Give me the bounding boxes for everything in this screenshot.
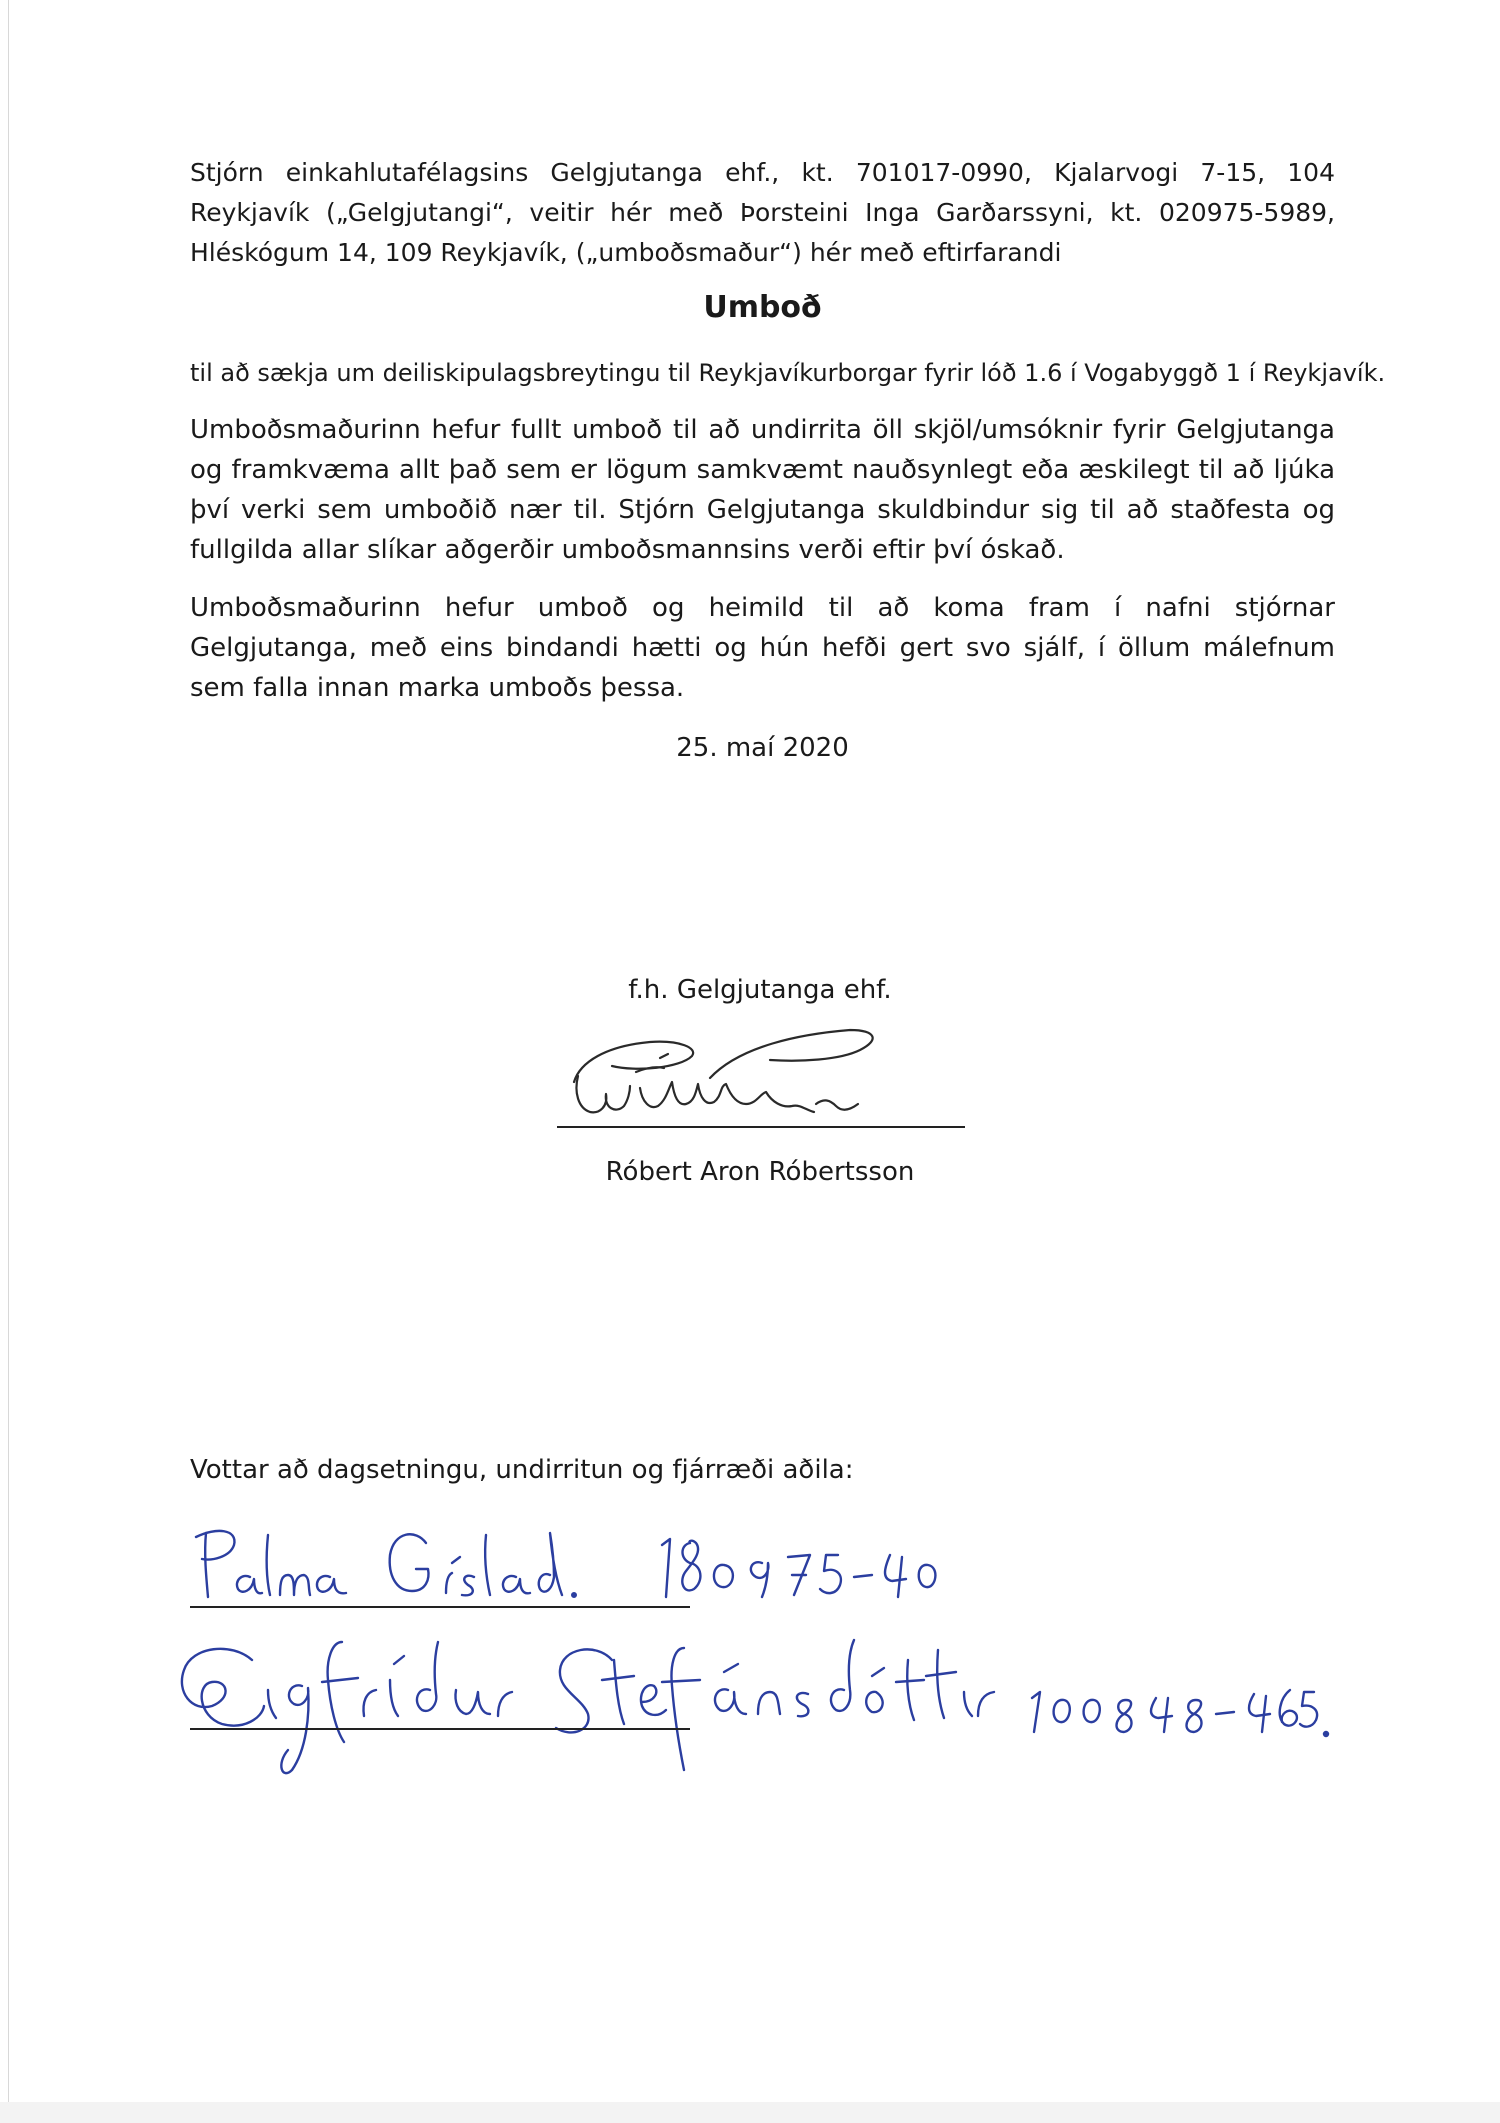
page-edge bbox=[8, 0, 9, 2123]
scan-bottom-edge bbox=[0, 2102, 1500, 2123]
signature-line bbox=[557, 1126, 965, 1128]
on-behalf-label: f.h. Gelgjutanga ehf. bbox=[628, 975, 892, 1005]
purpose-line: til að sækja um deiliskipulagsbreytingu til Reykjavíkurborgar fyrir lóð 1.6 í Vogabyggð 1 í Reykjavík. bbox=[190, 359, 1386, 387]
handwritten-signature-robert bbox=[560, 1010, 890, 1130]
document-title: Umboð bbox=[703, 290, 822, 325]
document-date: 25. maí 2020 bbox=[676, 733, 849, 763]
signer-name: Róbert Aron Róbertsson bbox=[605, 1157, 915, 1187]
witness-line-2 bbox=[190, 1728, 690, 1730]
handwritten-witness-signature-2 bbox=[172, 1620, 1332, 1780]
intro-paragraph: Stjórn einkahlutafélagsins Gelgjutanga ehf., kt. 701017-0990, Kjalarvogi 7-15, 104 Reykjavík („Gelgjutangi“, veitir hér með Þorsteini Inga Garðarssyni, kt. 020975-5989, Hléskógum 14, 109 Reykjavík, („umboðsmaður“) hér með eftirfarandi bbox=[190, 158, 1335, 267]
witness-label: Vottar að dagsetningu, undirritun og fjárræði aðila: bbox=[190, 1455, 854, 1485]
handwritten-witness-signature-1 bbox=[190, 1515, 940, 1605]
witness-line-1 bbox=[190, 1606, 690, 1608]
representation-paragraph: Umboðsmaðurinn hefur umboð og heimild til að koma fram í nafni stjórnar Gelgjutanga, með eins bindandi hætti og hún hefði gert svo sjálf, í öllum málefnum sem falla innan marka umboðs þessa. bbox=[190, 593, 1335, 703]
authority-paragraph: Umboðsmaðurinn hefur fullt umboð til að undirrita öll skjöl/umsóknir fyrir Gelgjutanga og framkvæma allt það sem er lögum samkvæmt nauðsynlegt eða æskilegt til að ljúka því verki sem umboðið nær til. Stjórn Gelgjutanga skuldbindur sig til að staðfesta og fullgilda allar slíkar aðgerðir umboðsmannsins verði eftir því óskað. bbox=[190, 415, 1335, 565]
